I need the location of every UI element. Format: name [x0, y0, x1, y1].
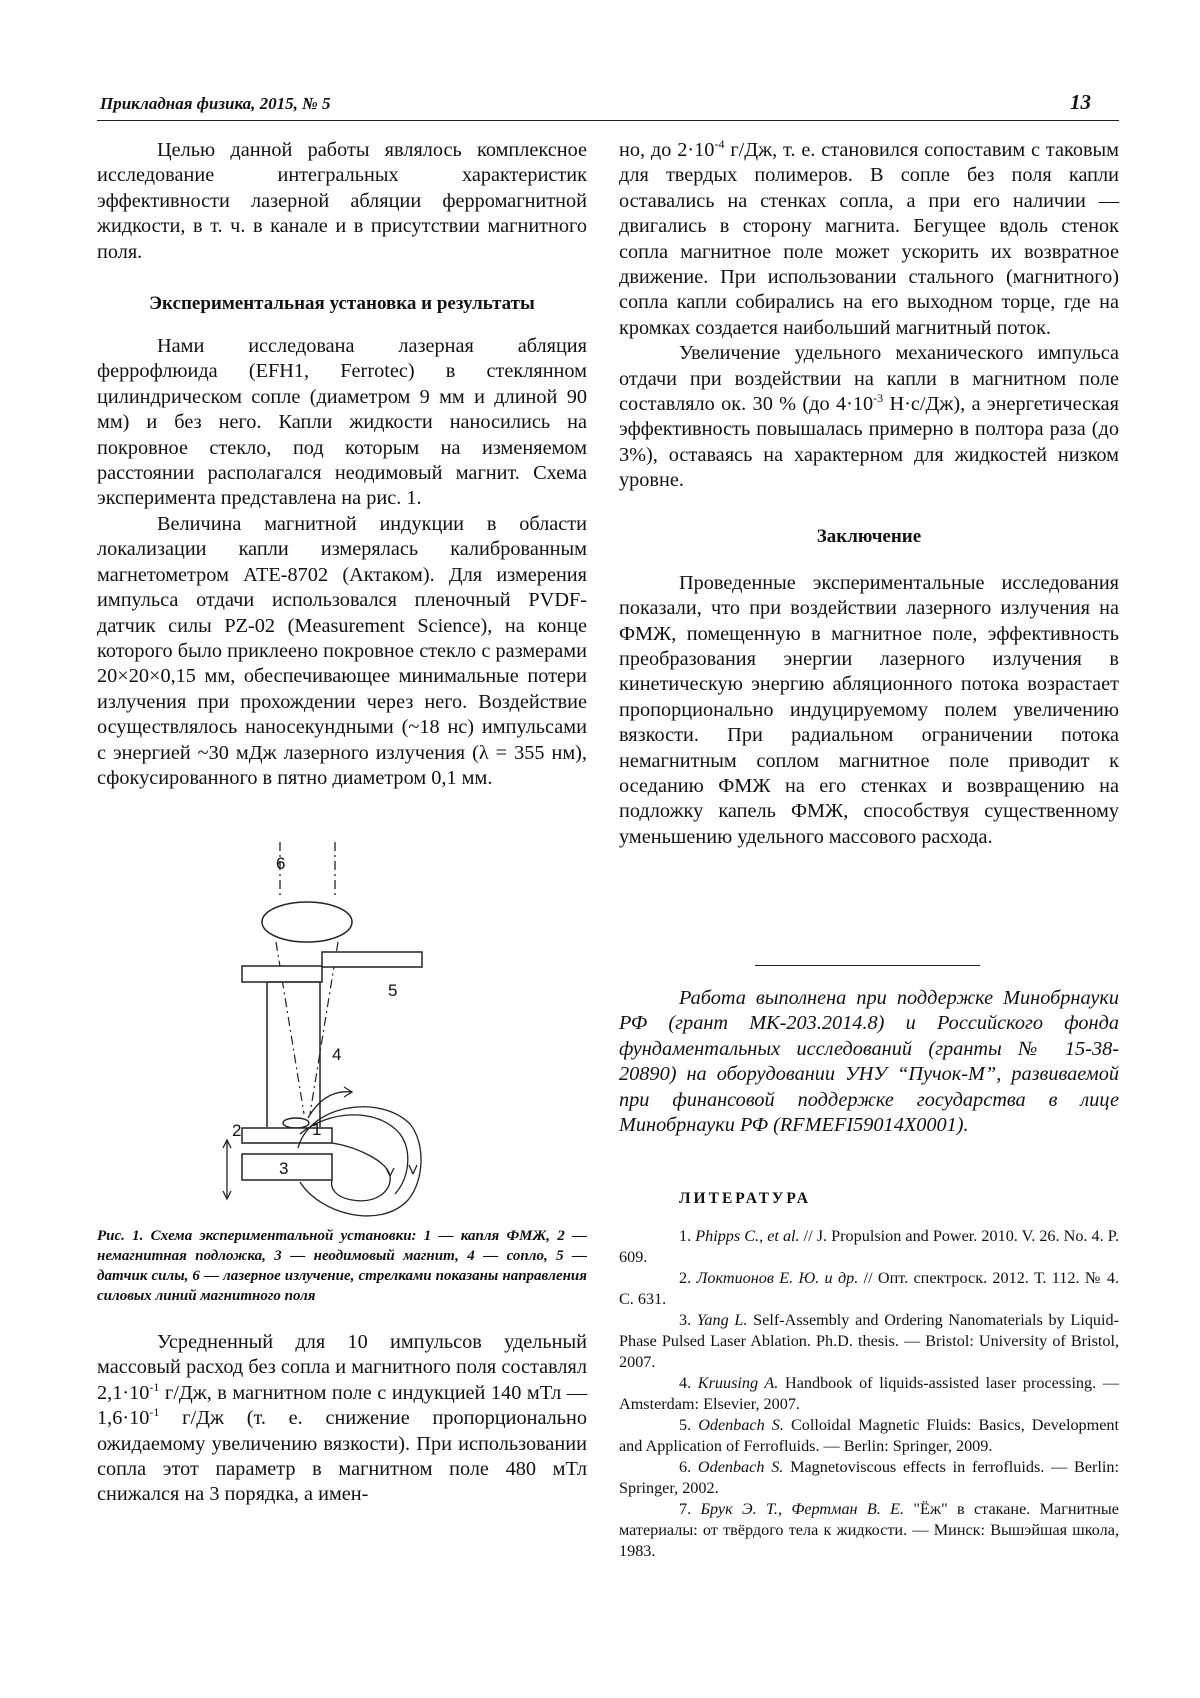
conclusion-title: Заключение: [816, 525, 922, 547]
mass-rate-text-b: г/Дж, в магнитном поле с индукцией 140 мТл — 1,6·10: [97, 1381, 587, 1430]
header-rule: [97, 120, 1119, 121]
reference-item: [619, 1415, 1119, 1457]
reference-item: [619, 1373, 1119, 1415]
ref-author: Phipps C., et al.: [695, 1227, 800, 1245]
acknowledgment: Работа выполнена при поддержке Минобрнауки РФ (грант МК-203.2014.8) и Российского фонда фундаментальных исследований (гранты № 15-38-20890) на оборудовании УНУ “Пучок-М”, развиваемой при финансовой поддержке государства в лице Минобрнауки РФ (RFMEFI59014X0001).: [619, 987, 1119, 1137]
induction-paragraph: Величина магнитной индукции в области локализации капли измерялась калиброванным магнетометром АТЕ-8702 (Актаком). Для измерения импульса отдачи использовался пленочный PVDF-датчик силы PZ-02 (Measurement Science), на конце которого было приклеено покровное стекло с размерами 20×20×0,15 мм, обеспечивающее минимальные потери излучения при прохождении через него. Воздействие осуществлялось наносекундными (~18 нс) импульсами с энергией ~30 мДж лазерного излучения (λ = 355 нм), сфокусированного в пятно диаметром 0,1 мм.: [97, 512, 587, 789]
ref-num: 4.: [679, 1374, 698, 1392]
ref-author: Локтионов Е. Ю. и др.: [696, 1269, 859, 1287]
label-5: 5: [388, 981, 398, 1000]
right-column: [619, 138, 1119, 850]
figure-1-setup-diagram: [232, 842, 540, 1208]
journal-header: Прикладная физика, 2015, № 5: [100, 94, 331, 113]
field-line-1: [332, 1143, 391, 1201]
impulse-text-a: Увеличение удельного механического импульса отдачи при воздействии на капли в магнитном поле составляло ок. 30 % (до 4·10: [619, 342, 1119, 416]
ref-num: 1.: [679, 1227, 696, 1245]
ref-author: Yang L.: [696, 1311, 748, 1329]
continuation-paragraph: [619, 138, 1119, 341]
reference-item: [619, 1226, 1119, 1268]
ref-author: Odenbach S.: [697, 1458, 784, 1476]
mass-rate-exp-2: -1: [149, 1405, 160, 1420]
impulse-paragraph: [619, 341, 1119, 493]
mass-rate-text-c: г/Дж (т. е. снижение пропорционально ожидаемому увеличению вязкости). При использовании сопла этот параметр в магнитном поле 480 мТл снижался на 3 порядка, а имен-: [97, 1407, 587, 1506]
reference-item: [619, 1268, 1119, 1310]
figure-caption: Рис. 1. Схема экспериментальной установки: 1 — капля ФМЖ, 2 — немагнитная подложка, 3 — неодимовый магнит, 4 — сопло, 5 — датчик силы, 6 — лазерное излучение, стрелками показаны направления силовых линий магнитного поля: [97, 1228, 587, 1304]
impulse-exp: -3: [873, 391, 884, 406]
ref-rest: Handbook of liquids-assisted laser processing. — Amsterdam: Elsevier, 2007.: [619, 1374, 1120, 1413]
reference-item: [619, 1457, 1119, 1499]
ref-author: Odenbach S.: [698, 1416, 784, 1434]
droplet: [283, 1118, 309, 1128]
references-block: [619, 1190, 1119, 1562]
ref-num: 3.: [679, 1311, 697, 1329]
mass-rate-paragraph: [97, 1330, 587, 1508]
section-title: Экспериментальная установка и результаты: [149, 293, 535, 315]
impulse-text-b: Н·с/Дж), а энергетическая эффективность повышалась примерно в полтора раза (до 3%), оставаясь на характерном для жидкостей низком уровне.: [619, 393, 1119, 492]
label-1: 1: [312, 1120, 322, 1139]
ref-num: 2.: [679, 1269, 697, 1287]
ref-num: 7.: [679, 1500, 701, 1518]
ref-num: 5.: [679, 1416, 699, 1434]
force-sensor: [322, 952, 422, 967]
ref-rest: Magnetoviscous effects in ferrofluids. — Berlin: Springer, 2002.: [619, 1458, 1119, 1497]
continuation-text-b: г/Дж, т. е. становился сопоставим с таковым для твердых полимеров. В сопле без поля капли оставались на стенках сопла, а при его наличии — двигались в сторону магнита. Бегущее вдоль стенок сопла магнитное поле может ускорить их возвратное движение. При использовании стального (магнитного) сопла капли собирались на его выходном торце, где на кромках создается наибольший магнитный поток.: [619, 139, 1120, 339]
cover-glass-left: [242, 966, 322, 982]
setup-paragraph: Нами исследована лазерная абляция феррофлюида (EFH1, Ferrotec) в стеклянном цилиндрическом сопле (диаметром 9 мм и длиной 90 мм) и без него. Капли жидкости наносились на покровное стекло, под которым на изменяемом расстоянии располагался неодимовый магнит. Схема эксперимента представлена на рис. 1.: [97, 335, 587, 510]
page-number: 13: [1070, 90, 1091, 114]
field-arrow-2: [409, 1165, 417, 1174]
mass-rate-exp-1: -1: [149, 1380, 160, 1395]
label-2: 2: [232, 1121, 242, 1140]
label-4: 4: [332, 1045, 342, 1064]
conclusion-paragraph: Проведенные экспериментальные исследования показали, что при воздействии лазерного излучения на ФМЖ, помещенную в магнитное поле, эффективность преобразования энергии лазерного излучения в кинетическую энергию абляционного потока возрастает пропорционально индуцируемому полем увеличению вязкости. При радиальном ограничении потока немагнитным соплом магнитное поле приводит к оседанию ФМЖ на его стенках и возвращению на подложку капель ФМЖ, способствуя существенному уменьшению удельного массового расхода.: [619, 571, 1119, 848]
continuation-text-a: но, до 2·10: [619, 139, 715, 161]
left-column-bottom: [97, 1226, 587, 1508]
acknowledgment-rule: [755, 965, 980, 966]
ref-rest: // Опт. спектроск. 2012. Т. 112. № 4. С. 631.: [619, 1269, 1119, 1308]
ref-rest: "Ёж" в стакане. Магнитные материалы: от твёрдого тела к жидкости. — Минск: Вышэйшая школа, 1983.: [619, 1500, 1119, 1560]
continuation-exp: -4: [714, 137, 725, 152]
ref-author: Kruusing A.: [697, 1374, 779, 1392]
ref-rest: // J. Propulsion and Power. 2010. V. 26. No. 4. P. 609.: [619, 1227, 1119, 1266]
field-arrow-1: [386, 1168, 394, 1176]
reference-item: [619, 1310, 1119, 1373]
ref-rest: Colloidal Magnetic Fluids: Basics, Development and Application of Ferrofluids. — Berlin: Springer, 2009.: [619, 1416, 1119, 1455]
ref-num: 6.: [679, 1458, 698, 1476]
label-6: 6: [276, 854, 286, 873]
intro-paragraph: Целью данной работы являлось комплексное исследование интегральных характеристик эффективности лазерной абляции ферромагнитной жидкости, в т. ч. в канале и в присутствии магнитного поля.: [97, 139, 587, 263]
ref-author: Брук Э. Т., Фертман В. Е.: [700, 1500, 905, 1518]
lens: [262, 902, 352, 942]
reference-item: [619, 1499, 1119, 1562]
ref-rest: Self-Assembly and Ordering Nanomaterials by Liquid-Phase Pulsed Laser Ablation. Ph.D. thesis. — Bristol: University of Bristol, 2007.: [619, 1311, 1119, 1371]
label-3: 3: [279, 1159, 289, 1178]
references-title: ЛИТЕРАТУРА: [679, 1190, 811, 1207]
mass-rate-text-a: Усредненный для 10 импульсов удельный массовый расход без сопла и магнитного поля составлял 2,1·10: [97, 1331, 587, 1404]
acknowledgment-block: [619, 986, 1119, 1138]
left-column: [97, 138, 587, 791]
